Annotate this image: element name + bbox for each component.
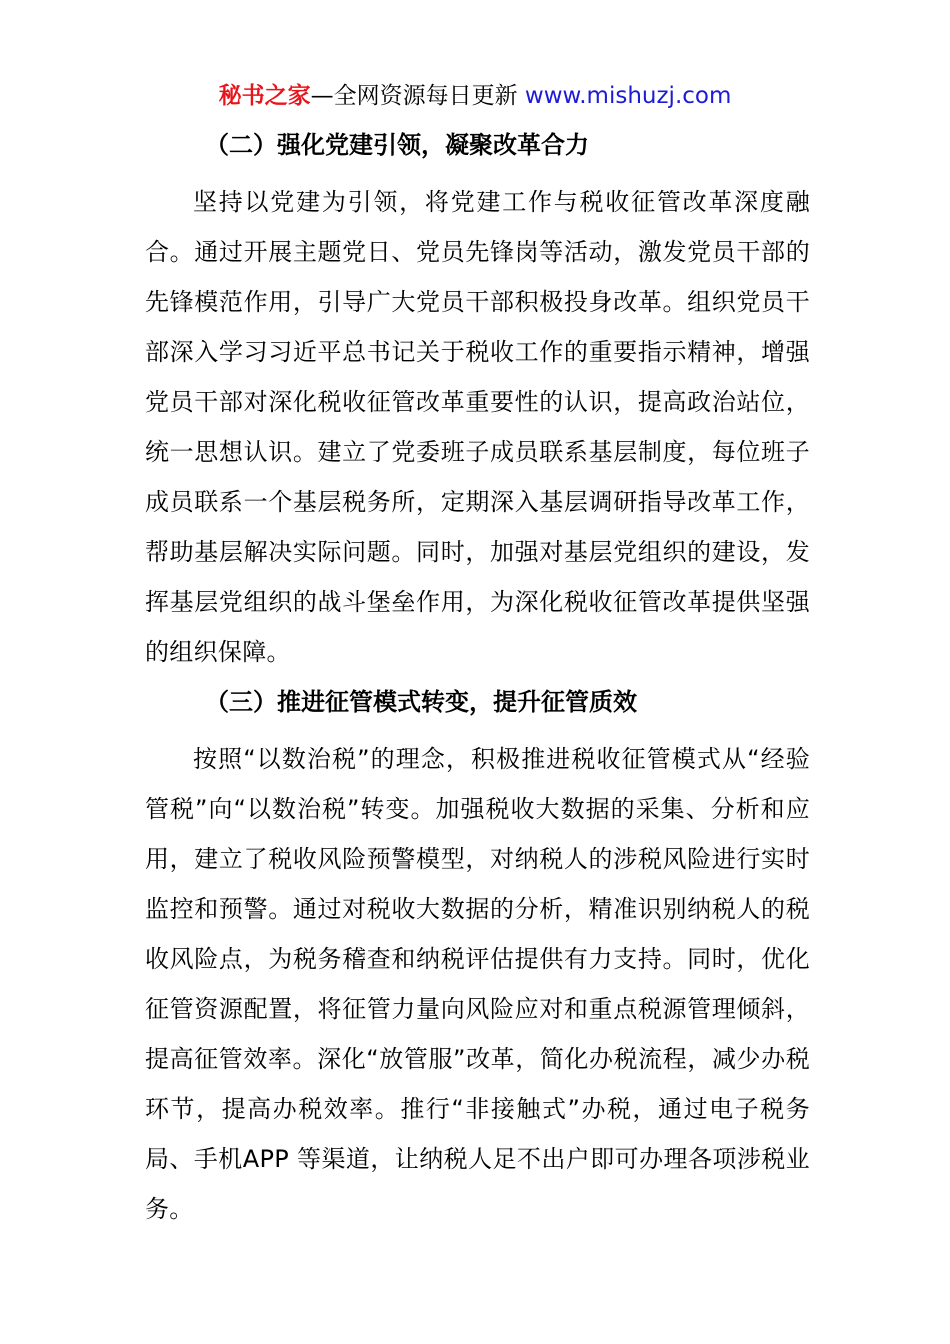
section-heading-2: （二）强化党建引领，凝聚改革合力 bbox=[205, 131, 589, 159]
header-tagline: —全网资源每日更新 bbox=[310, 83, 518, 109]
site-header bbox=[0, 80, 950, 112]
site-url-link[interactable]: www.mishuzj.com bbox=[524, 83, 732, 109]
section-heading-3: （三）推进征管模式转变，提升征管质效 bbox=[205, 688, 637, 716]
document-body bbox=[145, 127, 810, 1234]
section-paragraph-3: 按照“以数治税”的理念，积极推进税收征管模式从“经验管税”向“以数治税”转变。加强税收大数据的采集、分析和应用，建立了税收风险预警模型，对纳税人的涉税风险进行实时监控和预警。通过对税收大数据的分析，精准识别纳税人的税收风险点，为税务稽查和纳税评估提供有力支持。同时，优化征管资源配置，将征管力量向风险应对和重点税源管理倾斜，提高征管效率。深化“放管服”改革，简化办税流程，减少办税环节，提高办税效率。推行“非接触式”办税，通过电子税务局、手机APP 等渠道，让纳税人足不出户即可办理各项涉税业务。 bbox=[145, 745, 810, 1223]
brand-name: 秘书之家 bbox=[218, 83, 311, 109]
section-paragraph-2: 坚持以党建为引领，将党建工作与税收征管改革深度融合。通过开展主题党日、党员先锋岗等活动，激发党员干部的先锋模范作用，引导广大党员干部积极投身改革。组织党员干部深入学习习近平总书记关于税收工作的重要指示精神，增强党员干部对深化税收征管改革重要性的认识，提高政治站位，统一思想认识。建立了党委班子成员联系基层制度，每位班子成员联系一个基层税务所，定期深入基层调研指导改革工作，帮助基层解决实际问题。同时，加强对基层党组织的建设，发挥基层党组织的战斗堡垒作用，为深化税收征管改革提供坚强的组织保障。 bbox=[145, 188, 810, 666]
